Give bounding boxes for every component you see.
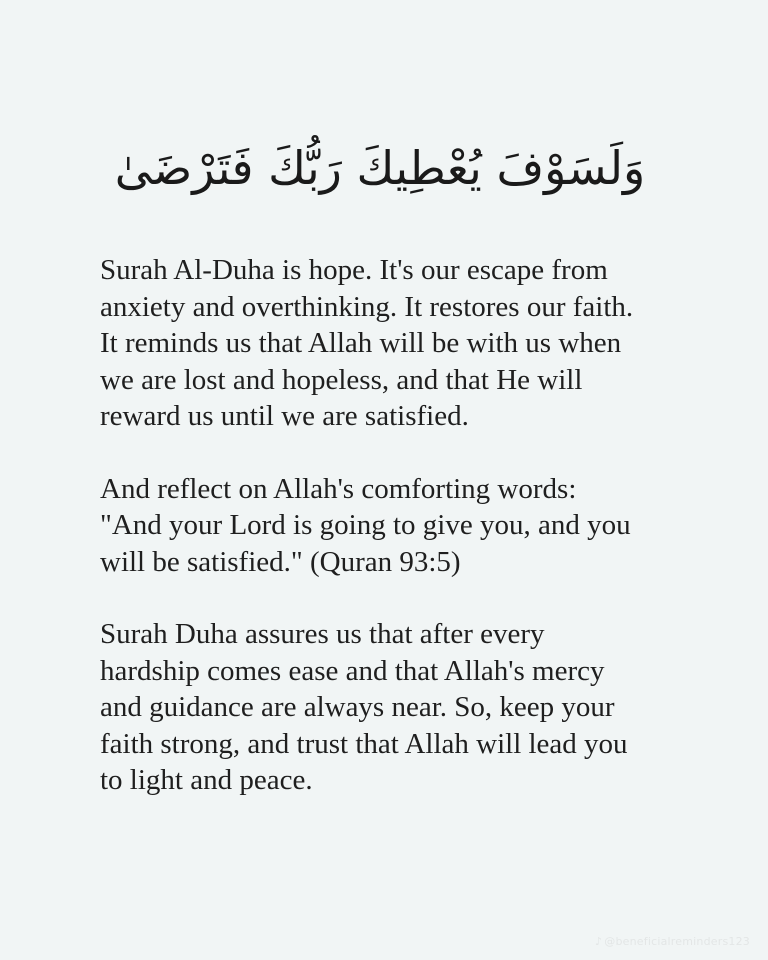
text-line: It reminds us that Allah will be with us when (100, 327, 622, 359)
watermark (595, 935, 750, 948)
text-line: Surah Duha assures us that after every (100, 618, 545, 650)
paragraph-hope (100, 252, 720, 435)
text-line: Surah Al-Duha is hope. It's our escape from (100, 254, 608, 286)
text-line: anxiety and overthinking. It restores our faith. (100, 290, 634, 323)
music-note-icon: ♪ (595, 935, 603, 948)
text-line: And reflect on Allah's comforting words: (100, 472, 577, 505)
body-text (100, 252, 720, 799)
paragraph-assurance (100, 616, 720, 799)
text-line: to light and peace. (100, 764, 313, 796)
paragraph-reflect (100, 471, 720, 581)
text-line: faith strong, and trust that Allah will lead you (100, 727, 628, 760)
text-line: we are lost and hopeless, and that He will (100, 363, 583, 396)
text-line: will be satisfied." (Quran 93:5) (100, 545, 461, 578)
text-line: hardship comes ease and that Allah's mercy (100, 654, 605, 687)
arabic-verse: وَلَسَوْفَ يُعْطِيكَ رَبُّكَ فَتَرْضَىٰ (114, 141, 646, 195)
text-line: reward us until we are satisfied. (100, 400, 469, 432)
watermark-handle: @beneficialreminders123 (604, 935, 750, 948)
text-line: "And your Lord is going to give you, and you (100, 509, 631, 541)
text-line: and guidance are always near. So, keep your (100, 691, 615, 723)
